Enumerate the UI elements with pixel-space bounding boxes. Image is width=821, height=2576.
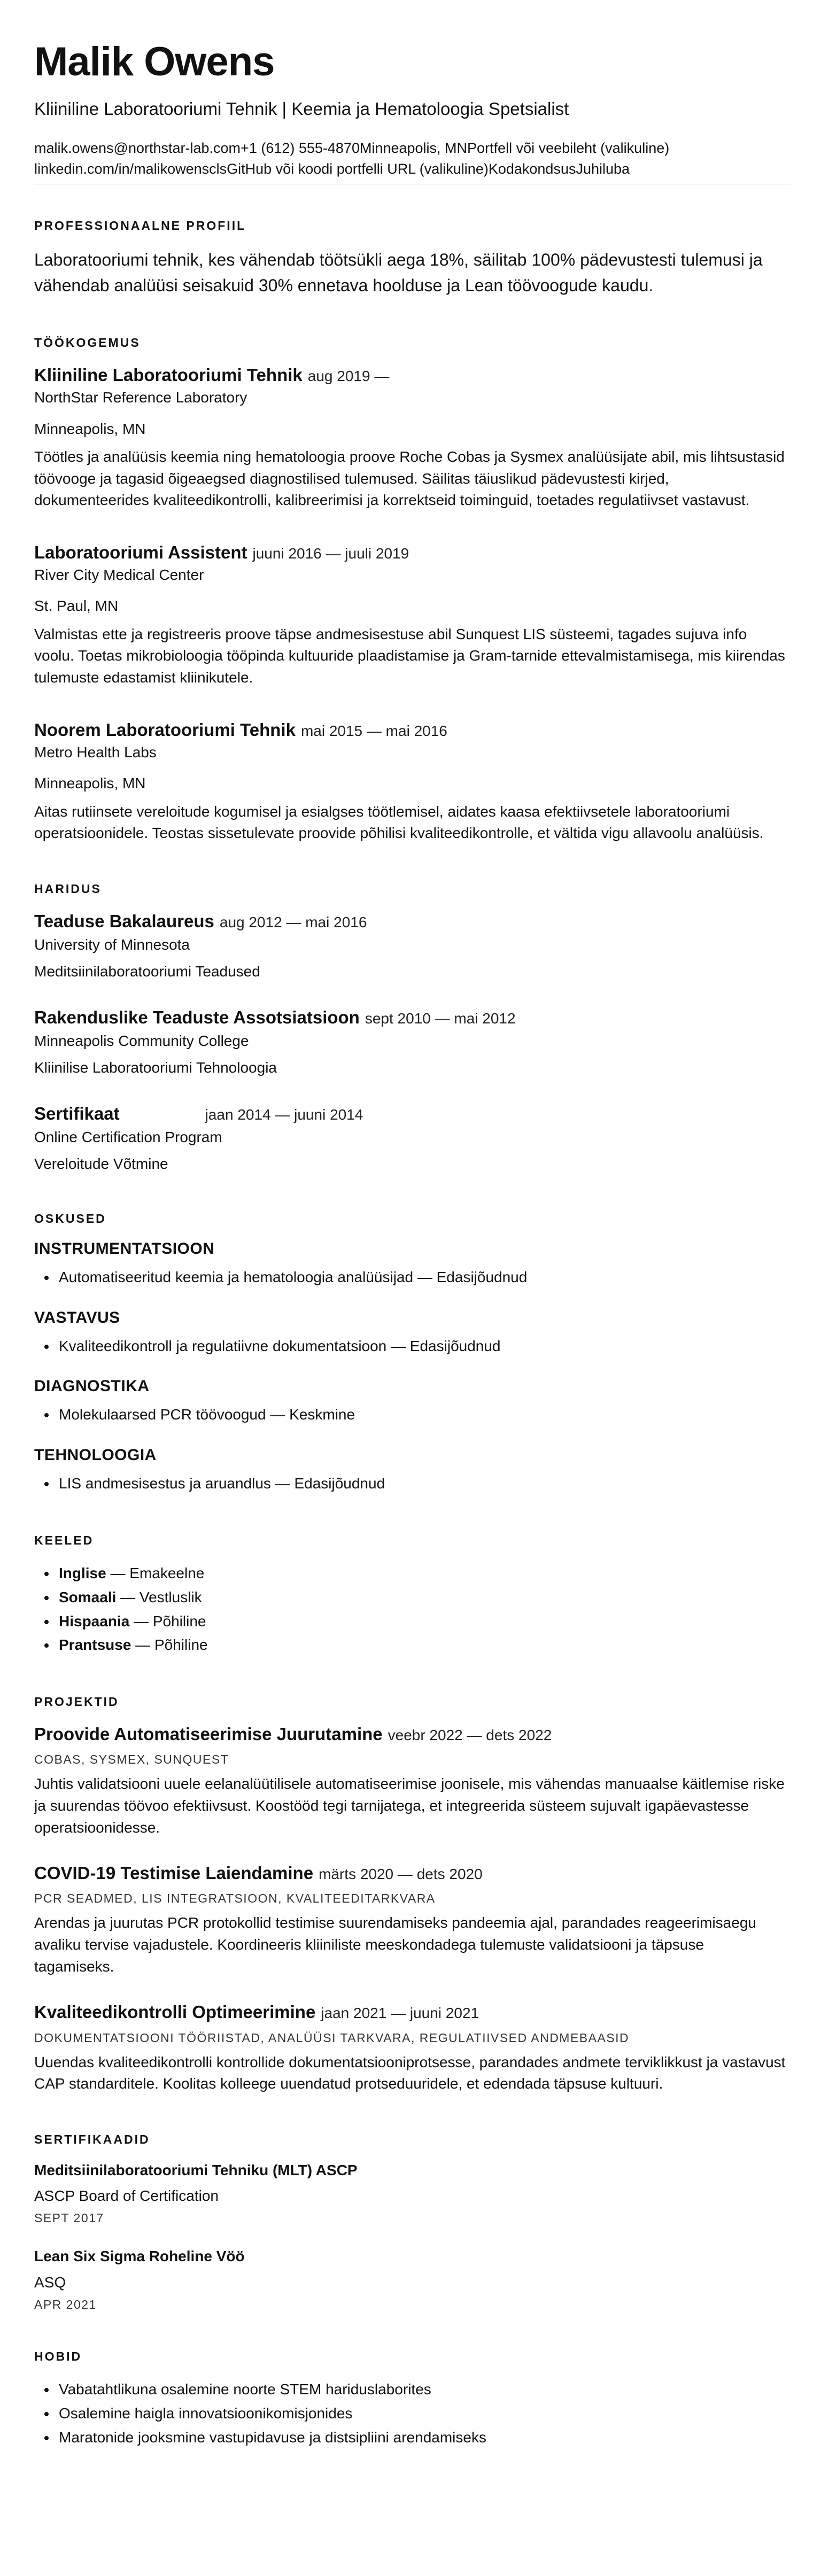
project-technologies: PCR SEADMED, LIS INTEGRATSIOON, KVALITEEDITARKVARA	[34, 1891, 436, 1906]
job-entry	[34, 364, 787, 511]
contact-row	[34, 138, 787, 159]
language-level: Põhiline	[154, 1636, 208, 1654]
job-organization: NorthStar Reference Laboratory	[34, 389, 247, 406]
github-link[interactable]: GitHub või koodi portfelli URL (valikuline)	[227, 160, 489, 177]
language-level: Vestluslik	[139, 1588, 202, 1605]
job-title: Kliiniline Laboratooriumi Tehnik	[34, 364, 303, 385]
section-title-certifications: SERTIFIKAADID	[34, 2132, 150, 2146]
skill-category	[34, 1446, 787, 1496]
skill-category-name: TEHNOLOOGIA	[34, 1446, 157, 1464]
skill-list	[34, 1266, 787, 1290]
language-item: • Somaali — Vestluslik	[57, 1586, 787, 1610]
language-name: Prantsuse	[59, 1636, 131, 1654]
education-field: Kliinilise Laboratooriumi Tehnoloogia	[34, 1059, 277, 1076]
certification-issuer: ASQ	[34, 2274, 66, 2291]
certification-entry	[34, 2247, 787, 2312]
project-entry	[34, 1723, 787, 1838]
drivers-license-text: Juhiluba	[576, 160, 630, 177]
job-dates: aug 2019 —	[307, 367, 390, 384]
skill-item: • Kvaliteedikontroll ja regulatiivne dokumentatsioon — Edasijõudnud	[57, 1334, 787, 1359]
profile-section	[34, 219, 787, 298]
job-description: Aitas rutiinsete vereloitude kogumisel ja esialgses töötlemisel, aidates kaasa efektiivsetele laboratooriumi operatsioonidele. Teostas sissetulevate proovide põhilisi kvaliteedikontrolle, et vältida vigu allavoolu analüüsis.	[34, 803, 764, 842]
phone-text: +1 (612) 555-4870	[241, 139, 360, 156]
skill-category	[34, 1240, 787, 1290]
certification-name: Lean Six Sigma Roheline Vöö	[34, 2248, 245, 2265]
languages-section	[34, 1533, 787, 1657]
education-dates: aug 2012 — mai 2016	[219, 913, 367, 930]
education-degree: Rakenduslike Teaduste Assotsiatsioon	[34, 1007, 360, 1027]
education-school: Minneapolis Community College	[34, 1033, 249, 1049]
job-organization: River City Medical Center	[34, 566, 204, 583]
job-location: Minneapolis, MN	[34, 420, 146, 437]
job-entry	[34, 541, 787, 689]
education-school: Online Certification Program	[34, 1129, 222, 1146]
contact-info	[34, 138, 787, 180]
project-entry	[34, 2001, 787, 2094]
email-link[interactable]: malik.owens@northstar-lab.com	[34, 139, 241, 156]
hobby-item: • Vabatahtlikuna osalemine noorte STEM hariduslaborites	[57, 2378, 787, 2402]
job-title: Noorem Laboratooriumi Tehnik	[34, 719, 296, 740]
skill-list	[34, 1334, 787, 1359]
project-description: Juhtis validatsiooni uuele eelanalüütilisele automatiseerimise joonisele, mis vähendas manuaalse käitlemise riske ja suurendas töövoo efektiivsust. Koostööd tegi tarnijatega, et integreerida süsteem sujuvalt igapäevastesse operatsioonidesse.	[34, 1775, 785, 1836]
job-organization: Metro Health Labs	[34, 743, 157, 761]
certification-issuer: ASCP Board of Certification	[34, 2187, 219, 2205]
experience-section	[34, 336, 787, 844]
project-description: Arendas ja juurutas PCR protokollid testimise suurendamiseks pandeemia ajal, parandades reageerimisaegu avaliku tervise vajadustele. Koordineeris kliiniliste meeskondadega tulemuste validatsiooni ja täpsuse tagamiseks.	[34, 1914, 756, 1975]
certification-entry	[34, 2161, 787, 2226]
resume-header	[34, 0, 787, 184]
certification-name: Meditsiinilaboratooriumi Tehniku (MLT) ASCP	[34, 2161, 358, 2178]
education-school: University of Minnesota	[34, 936, 190, 953]
certification-date: APR 2021	[34, 2298, 97, 2312]
citizenship-text: Kodakondsus	[488, 160, 576, 177]
language-name: Inglise	[59, 1565, 106, 1581]
skill-item: • Automatiseeritud keemia ja hematoloogia analüüsijad — Edasijõudnud	[57, 1266, 787, 1290]
education-section	[34, 882, 787, 1174]
project-dates: veebr 2022 — dets 2022	[388, 1727, 552, 1744]
job-entry	[34, 719, 787, 844]
education-field: Vereloitude Võtmine	[34, 1155, 168, 1173]
language-list	[34, 1562, 787, 1657]
education-degree: Sertifikaat	[34, 1103, 120, 1123]
skill-category	[34, 1309, 787, 1359]
section-title-hobbies: HOBID	[34, 2349, 82, 2364]
job-dates: mai 2015 — mai 2016	[300, 722, 447, 739]
job-dates: juuni 2016 — juuli 2019	[252, 545, 409, 562]
education-degree: Teaduse Bakalaureus	[34, 911, 214, 931]
skills-section	[34, 1212, 787, 1496]
section-title-projects: PROJEKTID	[34, 1695, 119, 1709]
language-item: • Prantsuse — Põhiline	[57, 1633, 787, 1657]
skill-item: • Molekulaarsed PCR töövoogud — Keskmine	[57, 1403, 787, 1427]
candidate-name: Malik Owens	[34, 39, 275, 84]
certifications-section	[34, 2132, 787, 2313]
project-entry	[34, 1862, 787, 1977]
project-description: Uuendas kvaliteedikontrolli kontrollide dokumentatsiooniprotsesse, parandades andmete terviklikkust ja vastavust CAP standarditele. Koolitas kolleege uuendatud protseduuridele, et edendada täpsuse kultuuri.	[34, 2053, 786, 2092]
project-dates: märts 2020 — dets 2020	[319, 1866, 483, 1883]
section-title-education: HARIDUS	[34, 881, 102, 896]
hobby-item: • Maratonide jooksmine vastupidavuse ja distsipliini arendamiseks	[57, 2426, 787, 2450]
profile-summary: Laboratooriumi tehnik, kes vähendab töötsükli aega 18%, säilitab 100% pädevustesti tulemusi ja vähendab analüüsi seisakuid 30% ennetava hoolduse ja Lean töövoogude kaudu.	[34, 250, 763, 295]
language-level: Emakeelne	[129, 1565, 205, 1581]
skill-list	[34, 1472, 787, 1496]
education-entry	[34, 1006, 787, 1078]
skill-category	[34, 1377, 787, 1427]
hobbies-section	[34, 2349, 787, 2449]
hobby-list	[34, 2378, 787, 2449]
projects-section	[34, 1695, 787, 2095]
certification-date: SEPT 2017	[34, 2211, 104, 2225]
education-dates: jaan 2014 — juuni 2014	[205, 1106, 363, 1123]
skill-category-name: DIAGNOSTIKA	[34, 1377, 150, 1395]
skill-category-name: VASTAVUS	[34, 1308, 120, 1326]
education-field: Meditsiinilaboratooriumi Teadused	[34, 963, 260, 980]
section-title-experience: TÖÖKOGEMUS	[34, 335, 141, 350]
location-text: Minneapolis, MN	[359, 139, 468, 156]
candidate-title: Kliiniline Laboratooriumi Tehnik | Keemia ja Hematoloogia Spetsialist	[34, 99, 569, 119]
language-item: • Hispaania — Põhiline	[57, 1610, 787, 1634]
project-title: COVID-19 Testimise Laiendamine	[34, 1863, 314, 1883]
skill-list	[34, 1403, 787, 1427]
job-location: Minneapolis, MN	[34, 775, 146, 792]
job-location: St. Paul, MN	[34, 598, 119, 615]
contact-row	[34, 159, 787, 180]
job-description: Töötles ja analüüsis keemia ning hematoloogia proove Roche Cobas ja Sysmex analüüsijate abil, mis lihtsustasid töövooge ja tagasid õigeaegsed diagnostilised tulemused. Säilitas täiuslikud pädevustesti kirjed, dokumenteerides kvaliteedikontrolli, kalibreerimisi ja korrektseid toiminguid, toetades regulatiivset vastavust.	[34, 448, 785, 509]
language-name: Somaali	[59, 1588, 117, 1605]
skill-item: • LIS andmesisestus ja aruandlus — Edasijõudnud	[57, 1472, 787, 1496]
section-title-profile: PROFESSIONAALNE PROFIIL	[34, 218, 246, 232]
project-technologies: DOKUMENTATSIOONI TÖÖRIISTAD, ANALÜÜSI TARKVARA, REGULATIIVSED ANDMEBAASID	[34, 2030, 630, 2045]
education-dates: sept 2010 — mai 2012	[365, 1010, 516, 1027]
project-technologies: COBAS, SYSMEX, SUNQUEST	[34, 1752, 229, 1767]
skill-category-name: INSTRUMENTATSIOON	[34, 1239, 215, 1258]
job-title: Laboratooriumi Assistent	[34, 542, 247, 562]
project-title: Kvaliteedikontrolli Optimeerimine	[34, 2002, 316, 2022]
linkedin-link[interactable]: linkedin.com/in/malikowenscls	[34, 160, 227, 177]
project-dates: jaan 2021 — juuni 2021	[321, 2005, 479, 2022]
section-title-languages: KEELED	[34, 1533, 94, 1547]
project-title: Proovide Automatiseerimise Juurutamine	[34, 1724, 383, 1744]
education-entry	[34, 910, 787, 982]
language-level: Põhiline	[152, 1612, 206, 1630]
section-title-skills: OSKUSED	[34, 1211, 106, 1225]
language-name: Hispaania	[59, 1612, 130, 1630]
hobby-item: • Osalemine haigla innovatsioonikomisjonides	[57, 2402, 787, 2426]
language-item: • Inglise — Emakeelne	[57, 1562, 787, 1586]
education-entry	[34, 1103, 787, 1174]
portfolio-link[interactable]: Portfell või veebileht (valikuline)	[467, 139, 670, 156]
job-description: Valmistas ette ja registreeris proove täpse andmesisestuse abil Sunquest LIS süsteemi, tagades sujuva info voolu. Toetas mikrobioloogia tööpinda kultuuride plaadistamise ja Gram-tarnide ettevalmistamisega, mis kiirendas tulemuste edastamist kliinikutele.	[34, 625, 785, 686]
